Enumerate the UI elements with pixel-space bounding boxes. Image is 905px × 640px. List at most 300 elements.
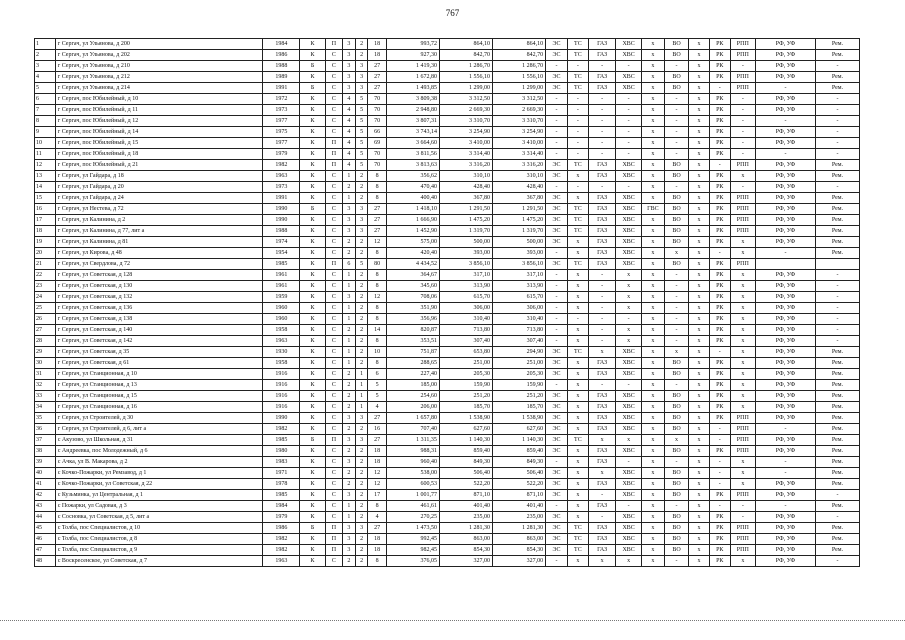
table-cell: - [664,336,688,347]
table-cell: П [325,523,342,534]
table-cell: 2 669,30 [493,105,546,116]
table-row [35,534,860,545]
table-cell: - [816,292,860,303]
table-cell: г Сергач, ул Советская, д 130 [55,281,263,292]
table-cell: К [300,193,325,204]
table-cell: х [689,105,710,116]
table-cell: 400,40 [386,193,439,204]
table-cell: 27 [368,435,386,446]
table-cell: х [730,556,755,567]
table-cell: 854,30 [439,545,492,556]
table-cell: 46 [35,534,56,545]
table-cell: г Сергач, ул Станционная, д 13 [55,380,263,391]
table-cell: х [641,116,664,127]
table-cell: 428,40 [493,182,546,193]
table-cell: х [567,490,588,501]
table-cell: 461,61 [386,501,439,512]
table-cell: 1 556,10 [439,72,492,83]
table-cell: ВО [664,237,688,248]
table-cell: 1982 [263,545,300,556]
table-cell: 306,00 [493,303,546,314]
table-cell: 251,20 [493,391,546,402]
table-cell: С [325,193,342,204]
table-cell: г Сергач, ул Гайдара, д 20 [55,182,263,193]
table-cell: х [689,83,710,94]
table-cell: 310,40 [439,314,492,325]
table-cell: РПП [730,413,755,424]
table-cell: П [325,149,342,160]
table-cell: х [689,314,710,325]
table-cell: х [641,226,664,237]
table-cell: К [300,369,325,380]
table-cell: ХВС [616,39,641,50]
table-cell: К [300,512,325,523]
table-cell: ВО [664,50,688,61]
table-cell: х [689,248,710,259]
table-cell: 3 [343,83,356,94]
table-row [35,380,860,391]
table-cell: РФ, УФ [756,127,816,138]
table-cell: ЭС [546,193,568,204]
table-cell: 1 473,50 [386,523,439,534]
table-cell: х [689,534,710,545]
table-cell: РФ, УФ [756,215,816,226]
table-cell: Рем. [816,501,860,512]
table-cell: 23 [35,281,56,292]
table-cell: х [567,270,588,281]
table-cell: ХВС [616,479,641,490]
table-cell: Рем. [816,424,860,435]
table-cell: 615,70 [439,292,492,303]
table-cell: РПП [730,160,755,171]
table-cell: х [689,490,710,501]
table-cell: - [664,325,688,336]
table-cell: 1 [355,369,368,380]
table-cell: 39 [35,457,56,468]
table-cell: - [730,182,755,193]
table-cell: 713,80 [439,325,492,336]
table-row [35,347,860,358]
table-cell: х [641,160,664,171]
table-cell: К [300,358,325,369]
table-cell: ЭС [546,72,568,83]
table-cell: 4 [343,94,356,105]
table-cell: 1916 [263,369,300,380]
table-cell: 205,30 [439,369,492,380]
table-cell: ХВС [616,545,641,556]
table-cell: К [300,303,325,314]
table-cell: 12 [368,237,386,248]
table-cell: 206,00 [386,402,439,413]
table-cell: 1 657,80 [386,413,439,424]
table-cell: х [689,127,710,138]
table-row [35,424,860,435]
table-row [35,457,860,468]
table-cell: 1988 [263,226,300,237]
table-cell: 27 [368,72,386,83]
table-cell: РФ, УФ [756,303,816,314]
table-cell: 1916 [263,391,300,402]
table-cell: ХВС [616,512,641,523]
table-row [35,369,860,380]
table-cell: - [709,501,730,512]
table-cell: 2 [355,281,368,292]
table-cell: 1982 [263,534,300,545]
housing-register-table [34,38,860,567]
table-cell: 18 [368,457,386,468]
table-cell: ЭС [546,490,568,501]
table-cell: К [300,325,325,336]
table-cell: ВО [664,369,688,380]
table-cell: 6 [343,259,356,270]
table-row [35,468,860,479]
table-cell: х [689,369,710,380]
table-cell: ГАЗ [588,193,616,204]
table-cell: 3 811,56 [386,149,439,160]
table-cell: РФ, УФ [756,171,816,182]
table-cell: Рем. [816,457,860,468]
table-cell: 10 [35,138,56,149]
table-cell: ХВС [616,226,641,237]
table-cell: Б [300,83,325,94]
table-cell: РПП [730,50,755,61]
table-cell: 4 [343,127,356,138]
table-cell: П [325,435,342,446]
table-cell: ВО [664,545,688,556]
table-cell: 1971 [263,468,300,479]
table-cell: г Сергач, пос Юбилейный, д 10 [55,94,263,105]
table-cell: 1959 [263,292,300,303]
table-cell: 3 410,00 [493,138,546,149]
table-cell: х [567,424,588,435]
table-cell: 3 [343,292,356,303]
table-cell: х [730,457,755,468]
table-cell: х [616,281,641,292]
table-cell: 2 [355,501,368,512]
table-cell: П [325,534,342,545]
table-cell: х [641,237,664,248]
table-cell: 1 672,80 [386,72,439,83]
table-cell: - [616,127,641,138]
table-cell: х [641,380,664,391]
table-cell: 8 [368,556,386,567]
table-cell: 1963 [263,171,300,182]
table-cell: РФ, УФ [756,325,816,336]
table-cell: 3 809,38 [386,94,439,105]
table-cell: ВО [664,424,688,435]
table-cell: ХВС [616,215,641,226]
table-row [35,83,860,94]
table-cell: - [546,61,568,72]
table-cell: 393,00 [493,248,546,259]
table-cell: 36 [35,424,56,435]
table-cell: х [641,512,664,523]
table-cell: 367,80 [493,193,546,204]
table-cell: РПП [730,446,755,457]
table-cell: х [616,435,641,446]
table-cell: 270,25 [386,512,439,523]
table-cell: С [325,94,342,105]
table-cell: 42 [35,490,56,501]
table-cell: 1961 [263,281,300,292]
table-cell: 185,70 [493,402,546,413]
table-cell: - [588,61,616,72]
table-cell: 24 [35,292,56,303]
table-row [35,501,860,512]
table-cell: 1977 [263,138,300,149]
table-cell: 1 [343,336,356,347]
table-cell: 310,10 [493,171,546,182]
table-cell: - [567,94,588,105]
table-cell: ХВС [616,369,641,380]
table-cell: 1980 [263,446,300,457]
table-row [35,193,860,204]
table-cell: 5 [355,259,368,270]
table-cell: 1 [343,501,356,512]
table-cell: 1 286,70 [493,61,546,72]
table-cell: ЭС [546,171,568,182]
table-cell: с Толба, пос Специалистов, д 8 [55,534,263,545]
table-cell: К [300,160,325,171]
table-cell: Рем. [816,50,860,61]
table-cell: 27 [368,61,386,72]
table-cell: - [567,116,588,127]
table-cell: 5 [355,116,368,127]
table-cell: 1963 [263,336,300,347]
table-cell: 294,90 [493,347,546,358]
table-cell: РФ, УФ [756,204,816,215]
table-cell: РК [709,292,730,303]
table-cell: РК [709,149,730,160]
table-cell: К [300,50,325,61]
table-cell: - [588,292,616,303]
table-cell: 3 664,60 [386,138,439,149]
table-cell: - [664,556,688,567]
table-cell: 1991 [263,83,300,94]
table-cell: 708,06 [386,292,439,303]
table-cell: х [664,347,688,358]
table-cell: РК [709,303,730,314]
table-cell: - [588,138,616,149]
table-cell: ЭС [546,215,568,226]
table-cell: х [641,281,664,292]
table-cell: - [664,149,688,160]
table-cell: х [616,303,641,314]
table-cell: 3 316,20 [493,160,546,171]
table-cell: 859,40 [439,446,492,457]
table-cell: 5 [355,127,368,138]
table-cell: 3 [343,72,356,83]
table-cell: 1 475,20 [493,215,546,226]
table-cell: - [816,138,860,149]
table-cell: Б [300,435,325,446]
table-cell: К [300,39,325,50]
table-cell: с Андреевка, пос Молодежный, д 6 [55,446,263,457]
table-cell: РК [709,336,730,347]
table-cell: х [641,413,664,424]
table-cell: ЭС [546,435,568,446]
table-cell: 5 [368,380,386,391]
table-cell: 1979 [263,149,300,160]
table-cell: - [546,292,568,303]
table-cell: РФ, УФ [756,479,816,490]
table-cell: РФ, УФ [756,545,816,556]
table-cell: ТС [567,226,588,237]
table-cell: х [689,413,710,424]
table-cell: РФ, УФ [756,39,816,50]
table-cell: х [689,424,710,435]
table-row [35,391,860,402]
table-cell: С [325,446,342,457]
table-cell: х [641,545,664,556]
table-cell: 205,30 [493,369,546,380]
table-cell: - [816,149,860,160]
table-row [35,72,860,83]
table-cell: ЭС [546,424,568,435]
table-cell: 2 [355,325,368,336]
table-cell: х [641,94,664,105]
table-cell: РК [709,380,730,391]
table-cell: х [567,325,588,336]
table-cell: 2 [355,457,368,468]
table-cell: г Сергач, пос Юбилейный, д 15 [55,138,263,149]
table-cell: х [641,149,664,160]
table-cell: г Сергач, ул Нестева, д 72 [55,204,263,215]
table-cell: 1990 [263,204,300,215]
table-cell: П [325,138,342,149]
table-cell: 982,45 [386,545,439,556]
table-cell: С [325,237,342,248]
table-cell: х [730,468,755,479]
table-cell: - [616,457,641,468]
table-cell: РФ, УФ [756,237,816,248]
table-cell: С [325,292,342,303]
table-cell: 364,67 [386,270,439,281]
table-cell: ХВС [616,248,641,259]
table-cell: 29 [35,347,56,358]
table-cell: 288,65 [386,358,439,369]
table-cell: ВО [664,446,688,457]
table-cell: 8 [368,336,386,347]
table-cell: г Сергач, ул Станционная, д 15 [55,391,263,402]
table-cell: - [546,336,568,347]
table-cell: РК [709,193,730,204]
table-cell: 1 419,30 [386,61,439,72]
table-cell: 1982 [263,424,300,435]
table-cell: х [730,281,755,292]
table-cell: К [300,347,325,358]
table-cell: 5 [355,160,368,171]
table-cell: х [689,72,710,83]
table-cell: 1 [343,303,356,314]
table-cell: 8 [368,193,386,204]
table-row [35,160,860,171]
table-cell: х [567,446,588,457]
table-cell: РПП [730,424,755,435]
table-cell: 3 [343,204,356,215]
table-cell: П [325,259,342,270]
table-cell: РК [709,391,730,402]
table-cell: г Сергач, ул Калинина, д 77, лит а [55,226,263,237]
table-cell: 859,40 [493,446,546,457]
table-row [35,479,860,490]
table-cell: х [567,556,588,567]
table-cell: 3 316,20 [439,160,492,171]
table-cell: 3 [35,61,56,72]
table-cell: 317,10 [493,270,546,281]
table-cell: х [730,336,755,347]
table-cell: 2 [355,358,368,369]
table-cell: 3 [355,226,368,237]
table-cell: С [325,391,342,402]
table-cell: 6 [368,369,386,380]
table-cell: - [730,105,755,116]
table-cell: ХВС [616,468,641,479]
table-cell: 2 [355,424,368,435]
table-cell: 1 [343,270,356,281]
table-row [35,292,860,303]
table-cell: 1990 [263,413,300,424]
table-cell: 21 [35,259,56,270]
table-cell: 1975 [263,127,300,138]
table-cell: г Сергач, пос Юбилейный, д 11 [55,105,263,116]
table-cell: ВО [664,226,688,237]
table-cell: П [325,39,342,50]
table-cell: х [641,182,664,193]
table-cell: г Сергач, ул Ульянова, д 202 [55,50,263,61]
table-cell: РФ, УФ [756,50,816,61]
table-cell: 235,00 [493,512,546,523]
table-cell: РК [709,446,730,457]
table-cell: 1961 [263,270,300,281]
table-cell: 2 [355,182,368,193]
table-cell: 3 254,90 [493,127,546,138]
table-cell: - [546,556,568,567]
table-cell: 8 [368,303,386,314]
table-cell: 5 [355,138,368,149]
table-cell: 66 [368,127,386,138]
table-cell: 4 [35,72,56,83]
table-cell: РК [709,116,730,127]
table-cell: ХВС [616,413,641,424]
table-cell: 27 [35,325,56,336]
table-cell: ЭС [546,479,568,490]
table-cell: г Сергач, ул Строителей, д 30 [55,413,263,424]
table-cell: х [689,204,710,215]
table-cell: х [641,314,664,325]
table-cell: х [616,270,641,281]
table-row [35,204,860,215]
table-cell: ХВС [616,193,641,204]
table-cell: ТС [567,72,588,83]
table-cell: х [730,402,755,413]
table-cell: С [325,556,342,567]
table-cell: К [300,479,325,490]
table-cell: 70 [368,105,386,116]
table-cell: 871,10 [493,490,546,501]
table-cell: х [730,380,755,391]
table-cell: - [709,347,730,358]
table-cell: 1985 [263,435,300,446]
table-cell: 2 [355,347,368,358]
table-cell: 2 [355,446,368,457]
table-row [35,50,860,61]
table-cell: г Сергач, пос Юбилейный, д 21 [55,160,263,171]
table-cell: РК [709,358,730,369]
table-cell: РФ, УФ [756,336,816,347]
table-cell: ГАЗ [588,479,616,490]
table-row [35,270,860,281]
